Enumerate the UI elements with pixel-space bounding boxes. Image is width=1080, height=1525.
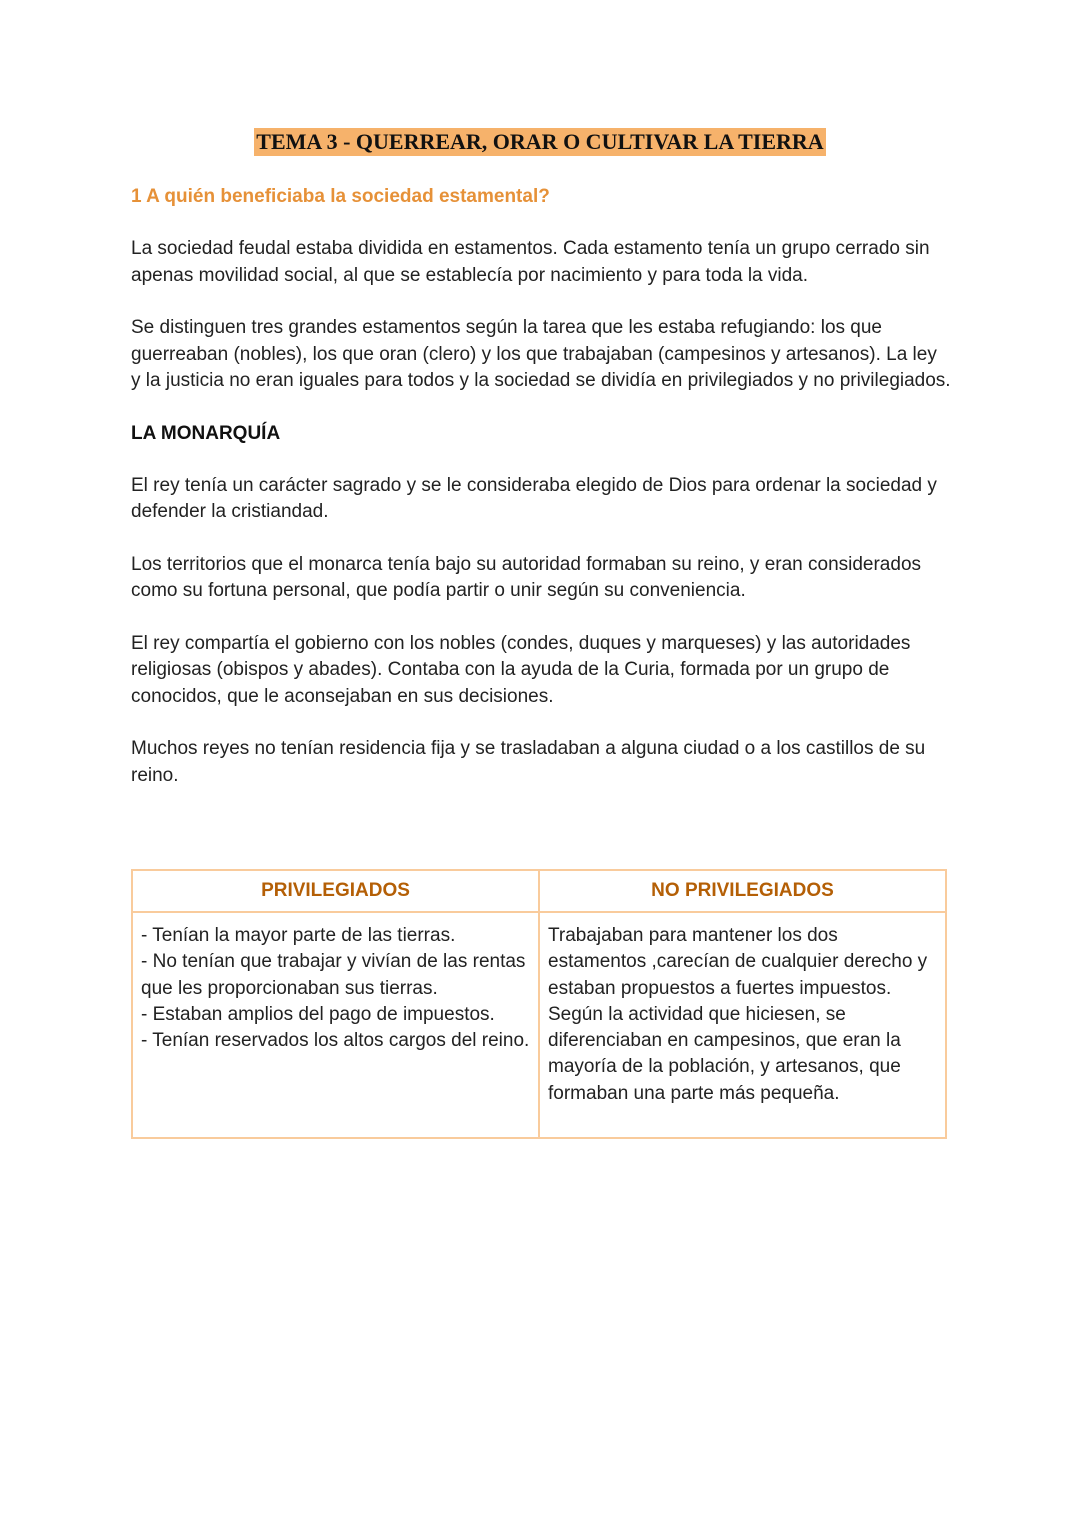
paragraph-sociedad-feudal: La sociedad feudal estaba dividida en estamentos. Cada estamento tenía un grupo cerrado sin apenas movilidad social, al que se establecía por nacimiento y para toda la vida. bbox=[131, 238, 930, 286]
paragraph-estamentos: Se distinguen tres grandes estamentos según la tarea que les estaba refugiando: los que guerreaban (nobles), los que oran (clero) y los que trabajaban (campesinos y artesanos). La ley y la justicia no eran iguales para todos y la sociedad se dividía en privilegiados y no privilegiados. bbox=[131, 317, 951, 391]
list-item: - No tenían que trabajar y vivían de las rentas que les proporcionaban sus tierras. bbox=[141, 951, 526, 999]
list-item: - Tenían reservados los altos cargos del reino. bbox=[141, 1030, 530, 1052]
section-heading-monarquia: LA MONARQUÍA bbox=[131, 422, 281, 444]
page-title: TEMA 3 - QUERREAR, ORAR O CULTIVAR LA TIERRA bbox=[256, 129, 824, 154]
section-heading-estamental: 1 A quién beneficiaba la sociedad estamental? bbox=[131, 186, 550, 207]
table-row bbox=[132, 912, 946, 1138]
paragraph-rey-sagrado: El rey tenía un carácter sagrado y se le consideraba elegido de Dios para ordenar la sociedad y defender la cristiandad. bbox=[131, 474, 937, 522]
cell-no-privilegiados: Trabajaban para mantener los dos estamentos ,carecían de cualquier derecho y estaban propuestos a fuertes impuestos. Según la actividad que hiciesen, se diferenciaban en campesinos, que eran la mayoría de la población, y artesanos, que formaban una parte más pequeña. bbox=[539, 912, 946, 1138]
estamentos-table bbox=[131, 869, 947, 1139]
list-item: - Tenían la mayor parte de las tierras. bbox=[141, 925, 456, 946]
table-header-row bbox=[132, 870, 946, 912]
paragraph-territorios: Los territorios que el monarca tenía bajo su autoridad formaban su reino, y eran considerados como su fortuna personal, que podía partir o unir según su conveniencia. bbox=[131, 553, 922, 601]
list-item: - Estaban amplios del pago de impuestos. bbox=[141, 1003, 495, 1025]
paragraph-residencia: Muchos reyes no tenían residencia fija y se trasladaban a alguna ciudad o a los castillos de su reino. bbox=[131, 738, 926, 786]
header-privilegiados: PRIVILEGIADOS bbox=[132, 870, 539, 912]
cell-privilegiados bbox=[132, 912, 539, 1138]
title-wrapper bbox=[0, 128, 1080, 156]
paragraph-gobierno: El rey compartía el gobierno con los nobles (condes, duques y marqueses) y las autoridades religiosas (obispos y abades). Contaba con la ayuda de la Curia, formada por un grupo de conocidos, que le aconsejaban en sus decisiones. bbox=[131, 632, 911, 707]
document-body bbox=[131, 184, 951, 789]
header-no-privilegiados: NO PRIVILEGIADOS bbox=[539, 870, 946, 912]
